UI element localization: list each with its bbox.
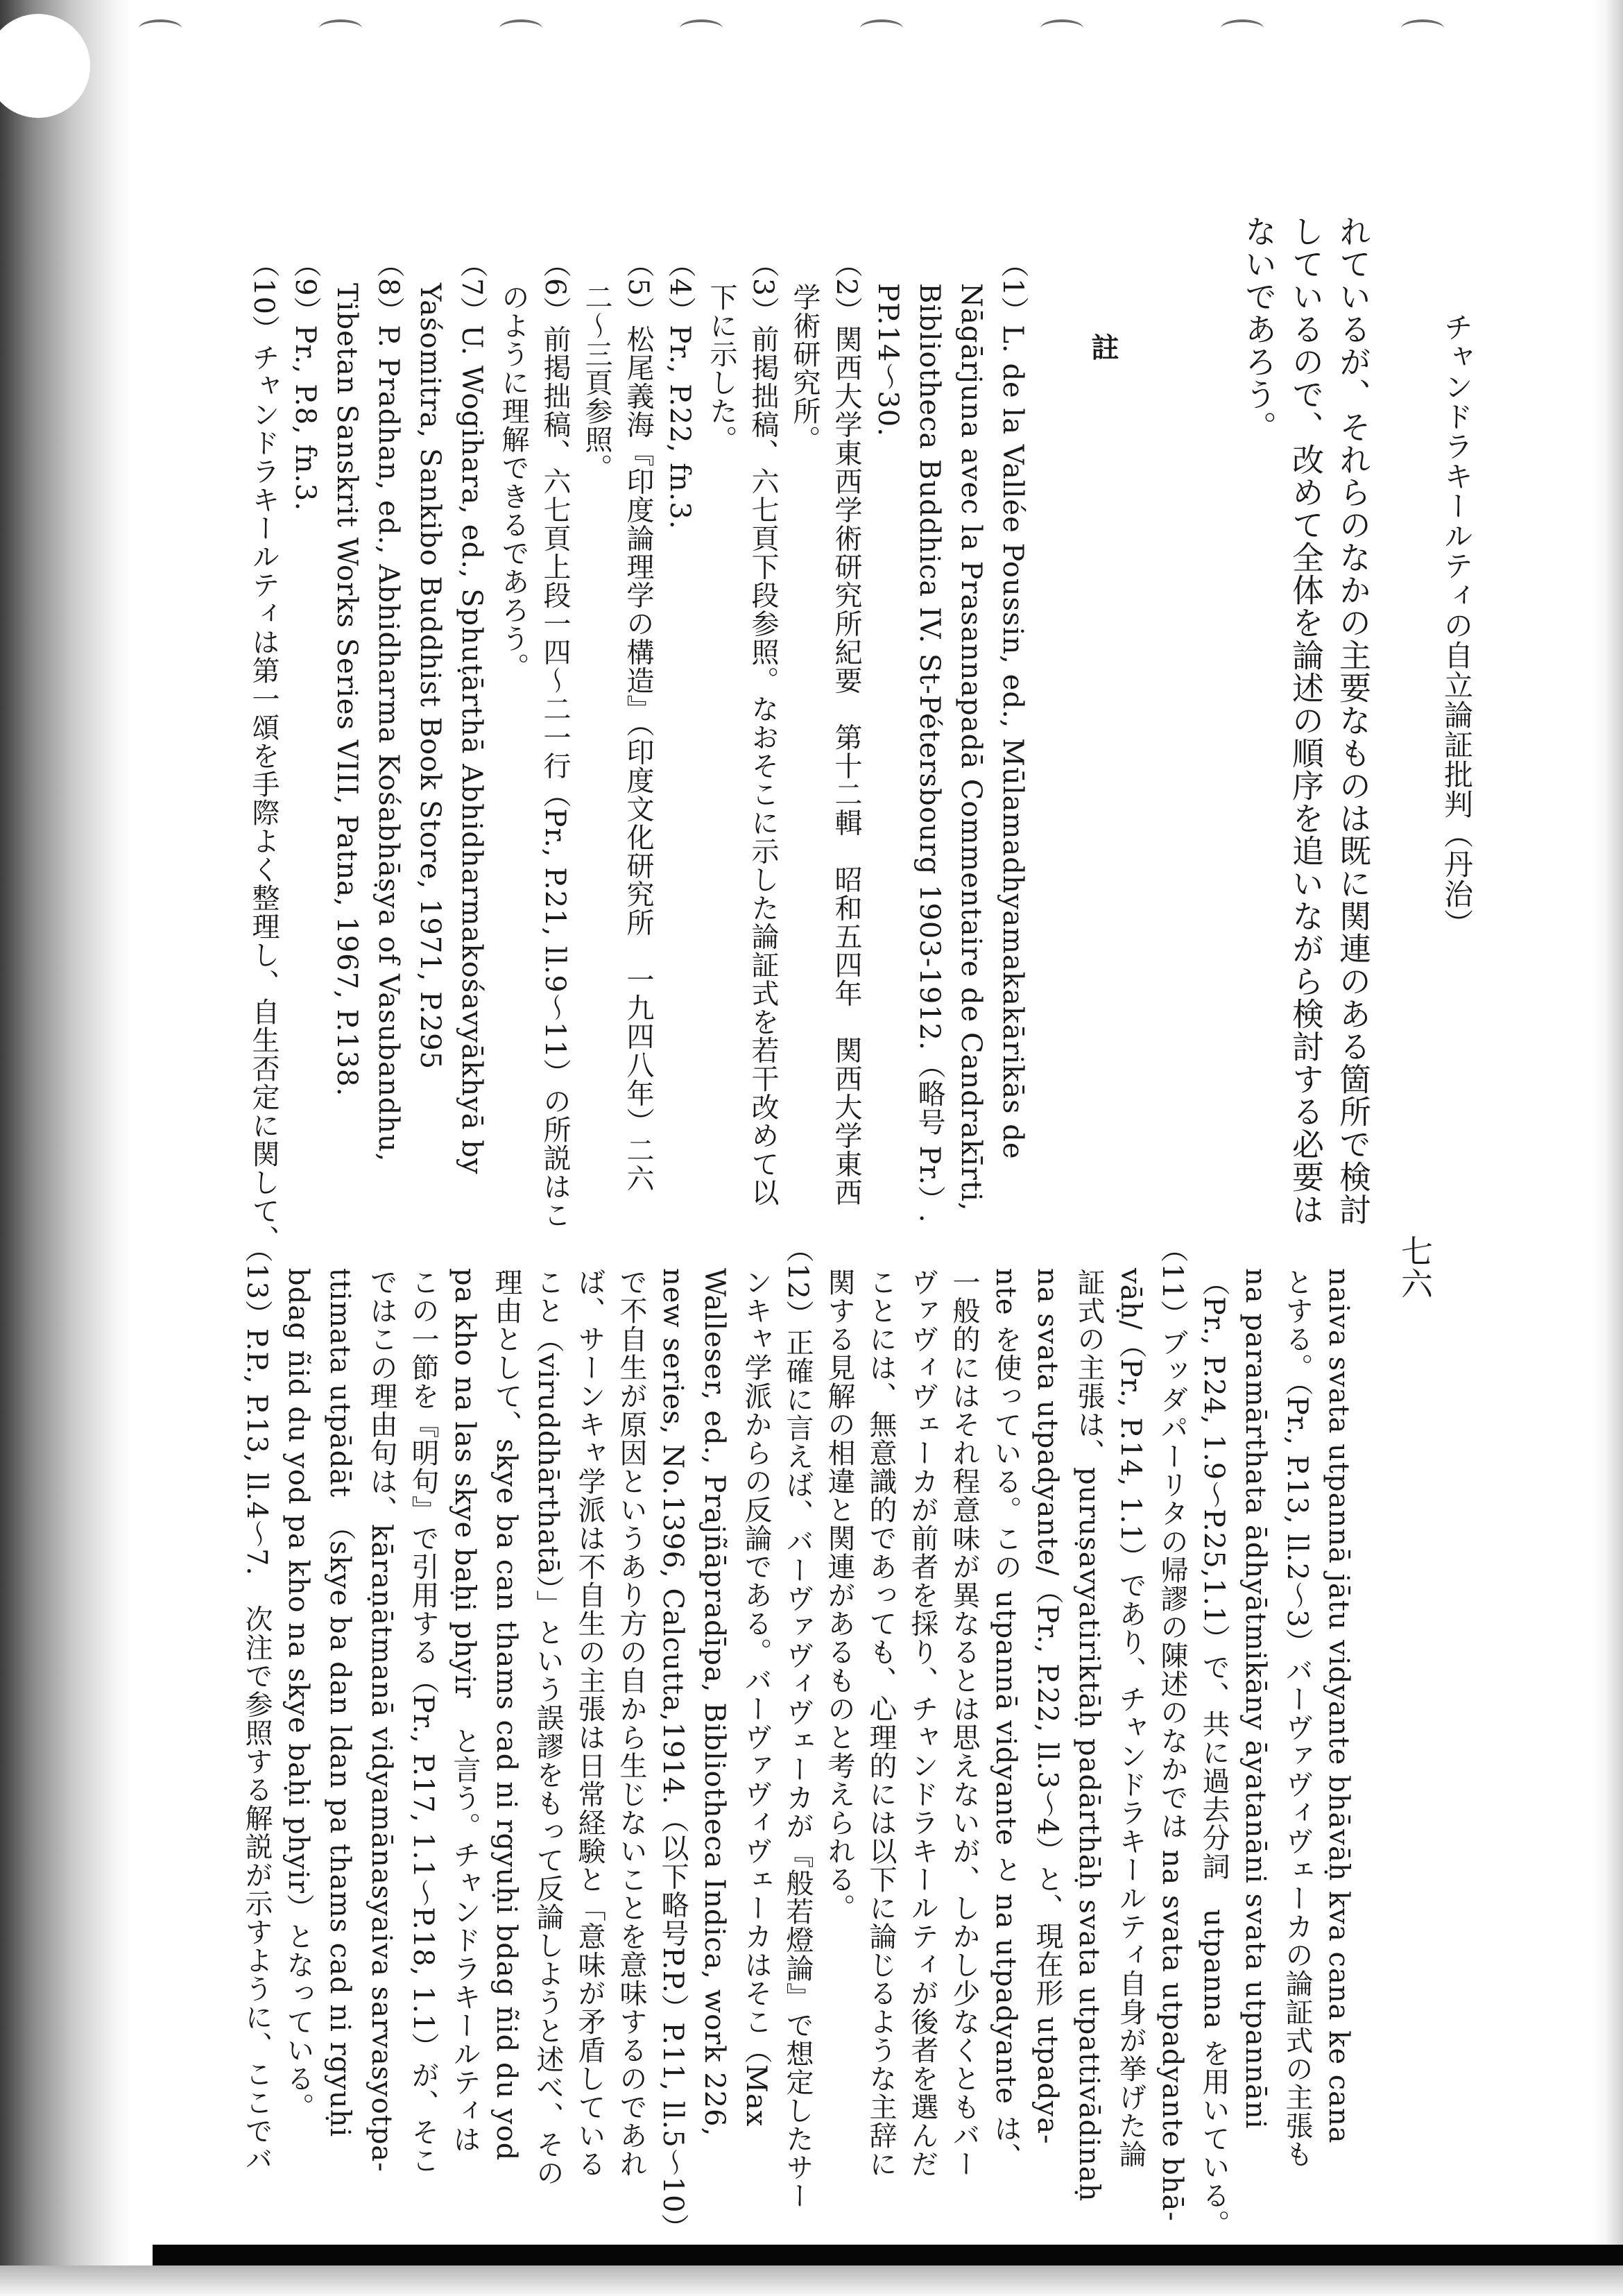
scan-shadow-left	[0, 0, 132, 2296]
note-1-cont: PP.14～30.	[872, 283, 904, 437]
note-11-cont: 関する見解の相違と関連があるものと考えられる。	[823, 1268, 855, 1922]
scan-bottom-bar	[153, 2245, 1623, 2265]
note-12-cont: bdag ñid du yod pa kho na skye baḥi phyir）となっている。	[282, 1268, 314, 2121]
note-11-cont: ヴァヴィヴェーカが前者を採り、チャンドラキールティが後者を選んだ	[907, 1268, 938, 2178]
note-2-cont: 学術研究所。	[789, 283, 821, 454]
note-12-cont: ではこの理由句は、kāraṇātmanā vidyamānasyaiva sarvasyotpa-	[366, 1268, 397, 2173]
note-11-cont: 一般的にはそれ程意味が異なるとは思えないが、しかし少なくともバー	[948, 1268, 980, 2178]
binding-ring	[680, 19, 723, 37]
note-5: （5）松尾義海『印度論理学の構造』（印度文化研究所 一九四八年）二六	[622, 250, 654, 1193]
note-11-cont: na svata utpadyante/（Pr., P.22, ll.3～4）と、現在形 utpadya-	[1031, 1268, 1063, 2145]
binding-ring	[1221, 19, 1264, 37]
note-8: （8）P. Pradhan, ed., Abhidharma Kośabhāṣya of Vasubandhu,	[372, 250, 404, 1163]
note-1-cont: Bibliotheca Buddhica IV. St-Pétersbourg 1903-1912.（略号 Pr.）.	[913, 283, 945, 1224]
note-12-cont: ば、サーンキャ学派は不自生の主張は日常経験と「意味が矛盾している	[574, 1268, 606, 2178]
body-line: ないであろう。	[1240, 215, 1278, 443]
binding-ring	[139, 19, 182, 37]
binding-ring	[860, 19, 903, 37]
binding-ring	[1401, 19, 1444, 37]
notes-upper	[236, 250, 1033, 1253]
note-11-cont: ことには、無意識的であっても、心理的には以下に論じるような主辞に	[865, 1268, 897, 2178]
note-10-cont: （Pr., P.24, 1.9～P.25,1.1）で、共に過去分詞 utpanna を用いている。	[1198, 1268, 1230, 2238]
note-12-cont: 理由として、skye ba can thams cad ni rgyuḥi bdag ñid du yod	[490, 1268, 522, 2161]
note-11-cont: vāḥ/（Pr., P.14, 1.1）であり、チャンドラキールティ自身が挙げた論	[1115, 1268, 1147, 2168]
body-line: しているので、改めて全体を論述の順序を追いながら検討する必要は	[1287, 215, 1325, 1226]
binding-ring	[1040, 19, 1083, 37]
binding-ring	[499, 19, 542, 37]
note-7: （7）U. Wogihara, ed., Sphuṭārthā Abhidharmakośavyākhyā by	[456, 250, 488, 1175]
running-head: チャンドラキールティの自立論証批判（丹治）	[1440, 312, 1474, 939]
note-12-cont: pa kho na las skye baḥi phyir と言う。チャンドラキールティは	[449, 1268, 481, 2154]
note-2: （2）関西大学東西学術研究所紀要 第十二輯 昭和五四年 関西大学東西	[830, 250, 862, 1207]
note-10-cont: na paramārthata ādhyātmikāny āyatanāni svata utpannāni	[1239, 1268, 1271, 2130]
note-12-cont: ンキャ学派からの反論である。バーヴァヴィヴェーカはそこ（Max	[740, 1268, 772, 2127]
note-10-cont: とする。（Pr., P.13, ll.2～3）バーヴァヴィヴェーカの論証式の主張も	[1281, 1268, 1313, 2168]
note-8-cont: Tibetan Sanskrit Works Series VIII, Patna, 1967, P.138.	[331, 283, 363, 1097]
note-12-cont: ttimata utpādāt （skye ba dan ldan pa thams cad ni rgyuḥi	[324, 1268, 356, 2138]
note-13: （13）P.P., P.13, ll.4～7. 次注で参照する解説が示すように、ここでバ	[241, 1235, 273, 2174]
note-3: （3）前掲拙稿、六七頁下段参照。なおそこに示した論証式を若干改めて以	[747, 250, 779, 1207]
body-line: れているが、それらのなかの主要なものは既に関連のある箇所で検討	[1334, 215, 1372, 1226]
note-1: （1）L. de la Vallée Poussin, ed., Mūlamadhyamakakārikās de	[997, 250, 1029, 1160]
page-number: 七六	[1396, 1235, 1434, 1300]
note-10: （10）チャンドラキールティは第一頌を手際よく整理し、自生否定に関して、	[248, 250, 280, 1253]
body-text	[1224, 215, 1377, 1226]
notes-heading: 註	[1087, 333, 1119, 361]
note-12-cont: この一節を『明句』で引用する（Pr., P.17, 1.1～P.18, 1.1）が、そこ	[407, 1268, 439, 2175]
note-12-cont: Walleser, ed., Prajñāpradīpa, Bibliotheca Indica, work 226,	[698, 1268, 730, 2137]
note-6-cont: のように理解できるであろう。	[497, 283, 529, 681]
note-12-cont: new series, No.1396, Calcutta,1914.（以下略号P.P.）P.11, ll.5～10）	[657, 1268, 689, 2242]
note-11: （11）ブッダパーリタの帰謬の陳述のなかでは na svata utpadyante bhā-	[1156, 1235, 1188, 2222]
note-1-cont: Nāgārjuna avec la Prasannapadā Commentaire de Candrakīrti,	[955, 283, 987, 1212]
note-12: （12）正確に言えば、バーヴァヴィヴェーカが『般若燈論』で想定したサー	[782, 1235, 814, 2210]
scan-edge-right	[1594, 0, 1623, 2296]
note-11-cont: 証式の主張は、puruṣavyatiriktāḥ padārthāḥ svata utpattivādinaḥ	[1073, 1268, 1105, 2202]
scan-bottom-fade	[0, 2265, 1623, 2296]
note-9: （9）Pr., P.8, fn.3.	[289, 250, 321, 512]
note-4: （4）Pr., P.22, fn.3.	[664, 250, 696, 530]
notes-lower	[236, 1235, 1359, 2242]
note-5-cont: 二～三頁参照。	[581, 283, 612, 482]
note-6: （6）前掲拙稿、六七頁上段一四～二一行（Pr., P.21, ll.9～11）の所説はこ	[539, 250, 571, 1229]
note-10-cont: naiva svata utpannā jātu vidyante bhāvāḥ kva cana ke cana	[1323, 1268, 1355, 2144]
note-3-cont: 下に示した。	[705, 283, 737, 454]
note-12-cont: こと（viruddhārthatā）」という誤謬をもって反論しようと述べ、その	[532, 1268, 564, 2187]
note-7-cont: Yaśomitra, Sankibo Buddhist Book Store, 1971, P.295	[414, 283, 446, 1070]
note-11-cont: nte を使っている。この utpannā vidyante と na utpadyante は、	[990, 1268, 1022, 2171]
note-12-cont: で不自生が原因というあり方の自から生じないことを意味するのであれ	[615, 1268, 647, 2178]
binding-ring	[319, 19, 362, 37]
